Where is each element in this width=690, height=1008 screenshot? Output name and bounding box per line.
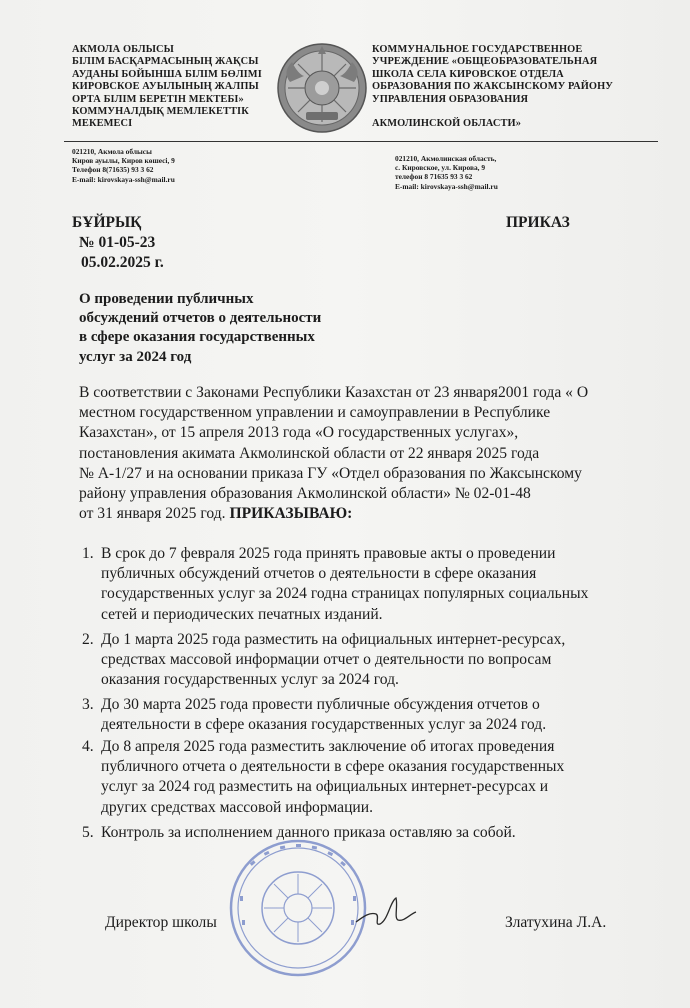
preamble-line [79, 504, 588, 524]
item-line: оказания государственных услуг за 2024 год. [101, 671, 399, 689]
header-left-org [72, 44, 262, 131]
order-date: 05.02.2025 г. [81, 254, 164, 271]
order-number: № 01-05-23 [79, 234, 156, 251]
header-left-line: БІЛІМ БАСҚАРМАСЫНЫҢ ЖАҚСЫ [72, 56, 259, 68]
item-line: деятельности в сфере оказания государственных услуг за 2024 год. [101, 716, 547, 734]
item-line: публичных обсуждений отчетов о деятельности в сфере оказания [101, 565, 537, 583]
item-line: услуг за 2024 год разместить на официальных интернет-ресурсах и [101, 778, 549, 796]
header-right-line: ШКОЛА СЕЛА КИРОВСКОЕ ОТДЕЛА [372, 68, 564, 80]
header-right-line: КОММУНАЛЬНОЕ ГОСУДАРСТВЕННОЕ [372, 44, 583, 55]
item-number: 5. [82, 824, 94, 841]
header-left-line: КИРОВСКОЕ АУЫЛЫНЫҢ ЖАЛПЫ [72, 81, 259, 93]
subject-line: в сфере оказания государственных [79, 329, 315, 346]
item-line: Контроль за исполнением данного приказа оставляю за собой. [101, 824, 516, 841]
contact-line: E-mail: kirovskaya-ssh@mail.ru [395, 181, 498, 191]
header-left-line: АУДАНЫ БОЙЫНША БІЛІМ БӨЛІМІ [72, 68, 262, 80]
contact-line: Киров ауылы, Киров көшесі, 9 [72, 156, 175, 166]
preamble [79, 383, 588, 524]
preamble-line: местном государственном управлении и самоуправлении в Республике [79, 404, 551, 422]
header-left-line: КОММУНАЛДЫҚ МЕМЛЕКЕТТІК [72, 106, 249, 118]
item-number: 1. [82, 545, 94, 562]
official-stamp [228, 838, 368, 978]
header-right-line: ОБРАЗОВАНИЯ ПО ЖАКСЫНСКОМУ РАЙОНУ [372, 81, 614, 93]
contact-line: E-mail: kirovskaya-ssh@mail.ru [72, 174, 175, 184]
header-right-contacts [395, 154, 498, 191]
preamble-line: Казахстан», от 15 апреля 2013 года «О государственных услугах», [79, 424, 519, 442]
signature-position: Директор школы [105, 914, 217, 931]
item-number: 3. [82, 696, 94, 713]
header-divider [64, 141, 658, 142]
header-right-line [372, 106, 613, 118]
header-left-line: ОРТА БІЛІМ БЕРЕТІН МЕКТЕБІ» [72, 93, 244, 105]
item-line: До 1 марта 2025 года разместить на официальных интернет-ресурсах, [101, 631, 566, 648]
state-emblem [276, 42, 368, 134]
item-line: других средствах массовой информации. [101, 798, 374, 816]
header-right-line: УПРАВЛЕНИЯ ОБРАЗОВАНИЯ [372, 93, 529, 105]
signature-name: Златухина Л.А. [505, 914, 607, 931]
header-left-contacts [72, 147, 175, 184]
preamble-line: постановления акимата Акмолинской области от 22 января 2025 года [79, 444, 540, 462]
item-line: До 30 марта 2025 года провести публичные обсуждения отчетов о [101, 696, 540, 713]
contact-line: Телефон 8(71635) 93 3 62 [72, 165, 154, 175]
header-right-line: УЧРЕЖДЕНИЕ «ОБЩЕОБРАЗОВАТЕЛЬНАЯ [372, 56, 598, 68]
contact-line: 021210, Акмола облысы [72, 147, 152, 156]
stamp-icon [228, 838, 368, 978]
preamble-line: В соответствии с Законами Республики Казахстан от 23 января2001 года « О [79, 384, 589, 401]
item-line: публичного отчета о деятельности в сфере оказания государственных [101, 758, 565, 776]
contact-line: телефон 8 71635 93 3 62 [395, 172, 473, 182]
order-ru-title: ПРИКАЗ [506, 214, 570, 231]
item-line: сетей и периодических печатных изданий. [101, 605, 383, 623]
subject-line: услуг за 2024 год [79, 348, 192, 365]
header-right-org [372, 44, 613, 131]
order-verb: ПРИКАЗЫВАЮ: [229, 505, 353, 523]
item-line: До 8 апреля 2025 года разместить заключение об итогах проведения [101, 738, 555, 755]
item-number: 2. [82, 631, 94, 648]
contact-line: с. Кировское, ул. Кирова, 9 [395, 163, 486, 173]
preamble-line: району управления образования Акмолинской области» № 02-01-48 [79, 485, 531, 503]
item-line: В срок до 7 февраля 2025 года принять правовые акты о проведении [101, 545, 556, 562]
contact-line: 021210, Акмолинская область, [395, 154, 497, 163]
item-line: государственных услуг за 2024 годна страницах популярных социальных [101, 585, 589, 603]
header-left-line: АКМОЛА ОБЛЫСЫ [72, 44, 174, 55]
order-subject [79, 290, 321, 367]
signature-mark [350, 892, 420, 932]
item-line: средствах массовой информации отчет о деятельности по вопросам [101, 651, 552, 669]
item-number: 4. [82, 738, 94, 755]
signature-icon [350, 892, 420, 932]
preamble-last-text: от 31 января 2025 год. [79, 505, 230, 523]
emblem-icon [276, 42, 368, 134]
order-kz-title: БҰЙРЫҚ [72, 214, 142, 231]
subject-line: обсуждений отчетов о деятельности [79, 310, 322, 327]
header-right-line: АКМОЛИНСКОЙ ОБЛАСТИ» [372, 118, 521, 130]
subject-line: О проведении публичных [79, 291, 254, 307]
preamble-line: № А-1/27 и на основании приказа ГУ «Отдел образования по Жаксынскому [79, 464, 582, 482]
header-left-line: МЕКЕМЕСІ [72, 118, 133, 130]
